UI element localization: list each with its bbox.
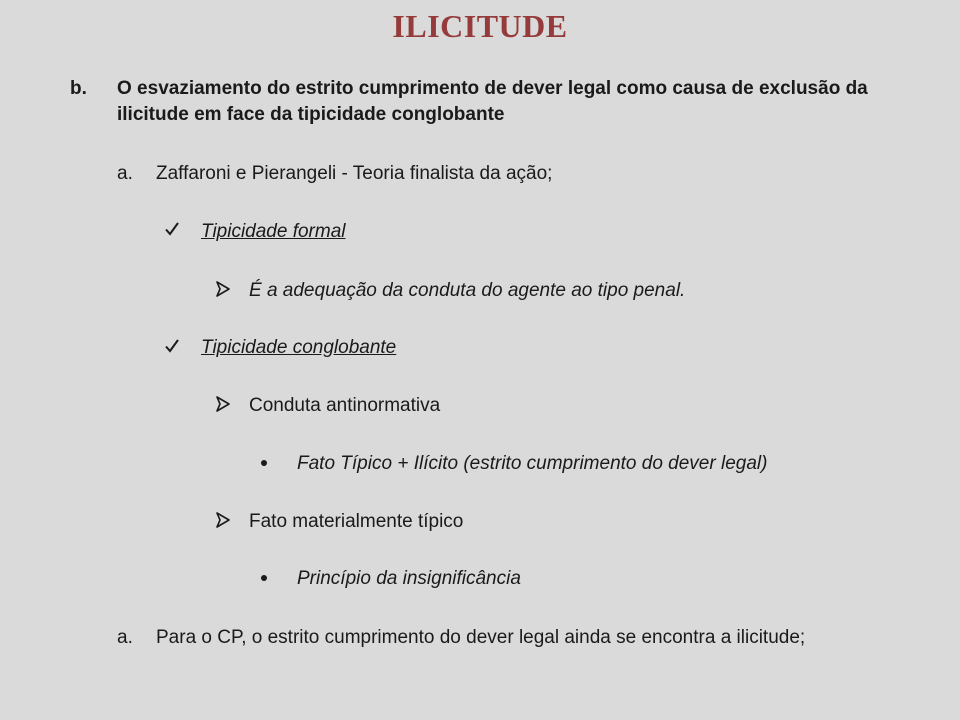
- heading-marker: b.: [70, 78, 87, 99]
- item-a2-text: Para o CP, o estrito cumprimento do dever legal ainda se encontra a ilicitude;: [156, 627, 806, 648]
- arrow-bullet-icon: [215, 396, 231, 412]
- check2-text: Tipicidade conglobante: [201, 337, 397, 358]
- arrow-bullet-icon: [215, 281, 231, 297]
- arrow-bullet-icon: [215, 512, 231, 528]
- arrow1-text: É a adequação da conduta do agente ao tipo penal.: [249, 280, 686, 301]
- heading-line-1: O esvaziamento do estrito cumprimento de dever legal como causa de exclusão da: [117, 78, 868, 99]
- item-a1-marker: a.: [117, 163, 133, 184]
- heading-line-2: ilicitude em face da tipicidade conglobante: [117, 104, 505, 125]
- check-icon: [164, 338, 180, 354]
- check-icon: [164, 221, 180, 237]
- slide-title: ILICITUDE: [392, 8, 568, 44]
- item-a2-marker: a.: [117, 627, 133, 648]
- bullet2-text: Princípio da insignificância: [297, 568, 521, 589]
- arrow2-text: Conduta antinormativa: [249, 395, 441, 416]
- arrow3-text: Fato materialmente típico: [249, 511, 464, 532]
- check1-text: Tipicidade formal: [201, 221, 346, 242]
- bullet-dot-icon: [261, 575, 267, 581]
- bullet1-text: Fato Típico + Ilícito (estrito cumprimento do dever legal): [297, 453, 768, 474]
- item-a1-text: Zaffaroni e Pierangeli - Teoria finalista da ação;: [156, 163, 553, 184]
- bullet-dot-icon: [261, 460, 267, 466]
